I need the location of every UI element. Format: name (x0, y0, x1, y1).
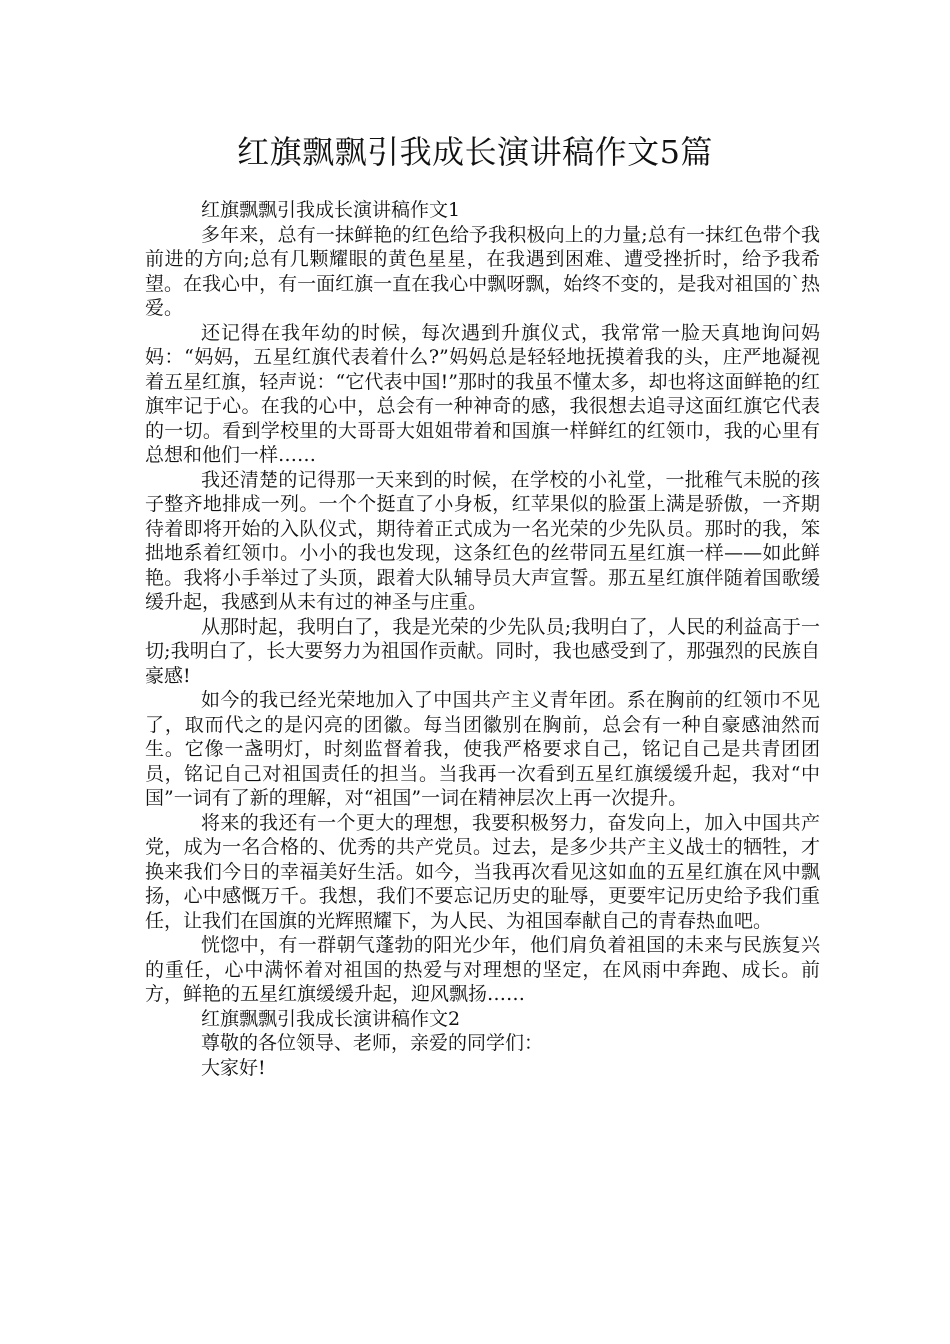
paragraph: 多年来，总有一抹鲜艳的红色给予我积极向上的力量;总有一抹红色带个我前进的方向;总有几颗耀眼的黄色星星，在我遇到困难、遭受挫折时，给予我希望。在我心中，有一面红旗一直在我心中飘呀飘，始终不变的，是我对祖国的`热爱。 (145, 223, 820, 319)
paragraph: 恍惚中，有一群朝气蓬勃的阳光少年，他们肩负着祖国的未来与民族复兴的重任，心中满怀着对祖国的热爱与对理想的坚定，在风雨中奔跑、成长。前方，鲜艳的五星红旗缓缓升起，迎风飘扬…… (145, 934, 820, 1005)
document-body (145, 198, 820, 1080)
document-title: 红旗飘飘引我成长演讲稿作文5篇 (237, 133, 713, 171)
document-page (145, 0, 820, 1080)
essay-2-heading: 红旗飘飘引我成长演讲稿作文2 (201, 1007, 461, 1030)
greeting: 大家好! (201, 1056, 266, 1079)
paragraph: 将来的我还有一个更大的理想，我要积极努力，奋发向上，加入中国共产党，成为一名合格的、优秀的共产党员。过去，是多少共产主义战士的牺牲，才换来我们今日的幸福美好生活。如今，当我再次看见这如血的五星红旗在风中飘扬，心中感慨万千。我想，我们不要忘记历史的耻辱，更要牢记历史给予我们重任，让我们在国旗的光辉照耀下，为人民、为祖国奉献自己的青春热血吧。 (145, 811, 820, 932)
paragraph: 我还清楚的记得那一天来到的时候，在学校的小礼堂，一批稚气未脱的孩子整齐地排成一列。一个个挺直了小身板，红苹果似的脸蛋上满是骄傲，一齐期待着即将开始的入队仪式，期待着正式成为一名光荣的少先队员。那时的我，笨拙地系着红领巾。小小的我也发现，这条红色的丝带同五星红旗一样——如此鲜艳。我将小手举过了头顶，跟着大队辅导员大声宣誓。那五星红旗伴随着国歌缓缓升起，我感到从未有过的神圣与庄重。 (145, 468, 820, 613)
paragraph: 如今的我已经光荣地加入了中国共产主义青年团。系在胸前的红领巾不见了，取而代之的是闪亮的团徽。每当团徽别在胸前，总会有一种自豪感油然而生。它像一盏明灯，时刻监督着我，使我严格要求自己，铭记自己是共青团团员，铭记自己对祖国责任的担当。当我再一次看到五星红旗缓缓升起，我对“中国”一词有了新的理解，对“祖国”一词在精神层次上再一次提升。 (145, 689, 820, 809)
salutation: 尊敬的各位领导、老师，亲爱的同学们： (201, 1032, 544, 1054)
essay-1-heading: 红旗飘飘引我成长演讲稿作文1 (201, 199, 461, 221)
paragraph: 从那时起，我明白了，我是光荣的少先队员;我明白了，人民的利益高于一切;我明白了，长大要努力为祖国作贡献。同时，我也感受到了，那强烈的民族自豪感! (145, 615, 820, 687)
paragraph: 还记得在我年幼的时候，每次遇到升旗仪式，我常常一脸天真地询问妈妈：“妈妈，五星红旗代表着什么?”妈妈总是轻轻地抚摸着我的头，庄严地凝视着五星红旗，轻声说：“它代表中国!”那时的我虽不懂太多，却也将这面鲜艳的红旗牢记于心。在我的心中，总会有一种神奇的感，我很想去追寻这面红旗它代表的一切。看到学校里的大哥哥大姐姐带着和国旗一样鲜红的红领巾，我的心里有总想和他们一样…… (145, 321, 820, 466)
